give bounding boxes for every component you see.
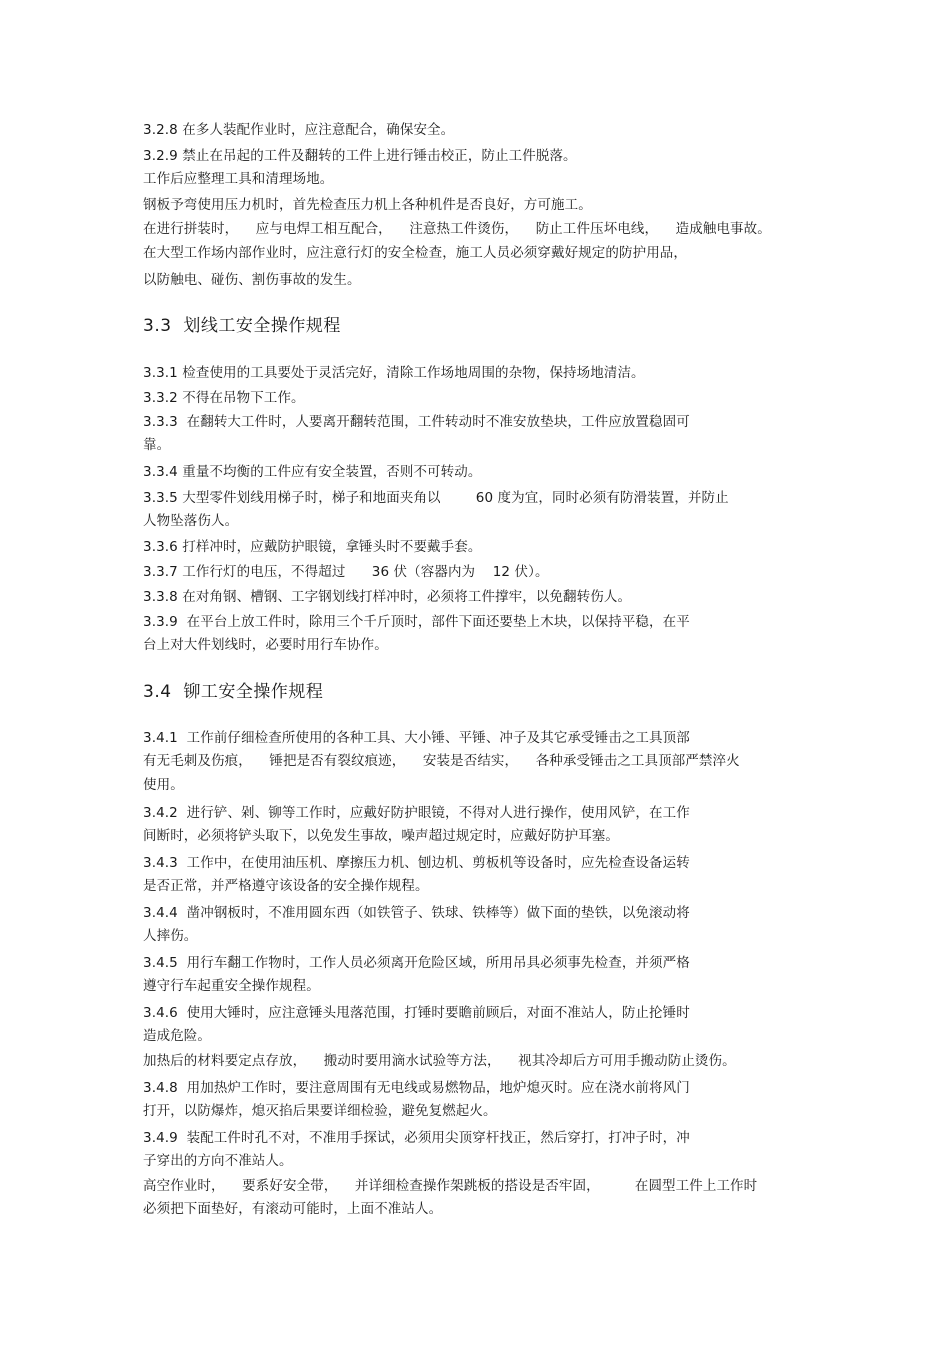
text-line: 3.3.1 检查使用的工具要处于灵活完好，清除工作场地周围的杂物，保持场地清洁。 bbox=[143, 365, 645, 381]
text-line: 3.4.9 装配工件时孔不对，不准用手探试，必须用尖顶穿杆找正，然后穿打，打冲子时，冲 bbox=[143, 1130, 690, 1146]
text-line: 必须把下面垫好，有滚动可能时，上面不准站人。 bbox=[143, 1201, 443, 1217]
text-line: 靠。 bbox=[143, 437, 171, 453]
text-line: 3.4.4 凿冲钢板时，不准用圆东西（如铁管子、铁球、铁棒等）做下面的垫铁，以免滚动将 bbox=[143, 905, 690, 921]
text-line: 3.3.7 工作行灯的电压，不得超过 36 伏（容器内为 12 伏）。 bbox=[143, 564, 549, 580]
text-line: 3.4.2 进行铲、剁、铆等工作时，应戴好防护眼镜，不得对人进行操作，使用风铲，在工作 bbox=[143, 805, 690, 821]
text-line: 有无毛刺及伤痕， 锤把是否有裂纹痕迹， 安装是否结实， 各种承受锤击之工具顶部严禁淬火 bbox=[143, 753, 740, 769]
text-line: 3.4.6 使用大锤时，应注意锤头甩落范围，打锤时要瞻前顾后，对面不准站人，防止抡锤时 bbox=[143, 1005, 690, 1021]
text-line: 人物坠落伤人。 bbox=[143, 513, 239, 529]
text-line: 3.4.1 工作前仔细检查所使用的各种工具、大小锤、平锤、冲子及其它承受锤击之工具顶部 bbox=[143, 730, 690, 746]
text-line: 造成危险。 bbox=[143, 1028, 211, 1044]
text-line: 3.4.3 工作中，在使用油压机、摩擦压力机、刨边机、剪板机等设备时，应先检查设备运转 bbox=[143, 855, 690, 871]
text-line: 3.4.8 用加热炉工作时，要注意周围有无电线或易燃物品，地炉熄灭时。应在浇水前将风门 bbox=[143, 1080, 690, 1096]
text-line: 3.3.8 在对角钢、槽钢、工字钢划线打样冲时，必须将工件撑牢，以免翻转伤人。 bbox=[143, 589, 632, 605]
text-line: 在大型工作场内部作业时，应注意行灯的安全检查，施工人员必须穿戴好规定的防护用品， bbox=[143, 245, 687, 261]
text-line: 3.3.2 不得在吊物下工作。 bbox=[143, 390, 305, 406]
text-line: 打开，以防爆炸，熄灭掐后果要详细检验，避免复燃起火。 bbox=[143, 1103, 497, 1119]
text-line: 3.4.5 用行车翻工作物时，工作人员必须离开危险区域，所用吊具必须事先检查，并须严格 bbox=[143, 955, 690, 971]
text-line: 工作后应整理工具和清理场地。 bbox=[143, 171, 334, 187]
text-line: 使用。 bbox=[143, 777, 184, 793]
text-line: 台上对大件划线时，必要时用行车协作。 bbox=[143, 637, 388, 653]
text-line: 3.3.3 在翻转大工件时，人要离开翻转范围，工件转动时不准安放垫块，工件应放置稳固可 bbox=[143, 414, 690, 430]
text-line: 遵守行车起重安全操作规程。 bbox=[143, 978, 320, 994]
text-line: 加热后的材料要定点存放， 搬动时要用滴水试验等方法， 视其冷却后方可用手搬动防止烫伤。 bbox=[143, 1053, 736, 1069]
text-line: 3.3.9 在平台上放工件时，除用三个千斤顶时，部件下面还要垫上木块，以保持平稳，在平 bbox=[143, 614, 690, 630]
text-line: 3.3.4 重量不均衡的工件应有安全装置，否则不可转动。 bbox=[143, 464, 482, 480]
text-line: 子穿出的方向不准站人。 bbox=[143, 1153, 293, 1169]
text-line: 在进行拼装时， 应与电焊工相互配合， 注意热工件烫伤， 防止工件压坏电线， 造成触电事故。 bbox=[143, 221, 771, 237]
section-heading-3-3: 3.3 划线工安全操作规程 bbox=[143, 316, 341, 336]
text-line: 是否正常，并严格遵守该设备的安全操作规程。 bbox=[143, 878, 429, 894]
section-heading-3-4: 3.4 铆工安全操作规程 bbox=[143, 682, 324, 702]
text-line: 3.3.6 打样冲时，应戴防护眼镜，拿锤头时不要戴手套。 bbox=[143, 539, 482, 555]
text-line: 间断时，必须将铲头取下，以免发生事故，噪声超过规定时，应戴好防护耳塞。 bbox=[143, 828, 619, 844]
text-line: 人摔伤。 bbox=[143, 928, 198, 944]
text-line: 3.3.5 大型零件划线用梯子时，梯子和地面夹角以 60 度为宜，同时必须有防滑装置，并防止 bbox=[143, 490, 729, 506]
text-line: 3.2.8 在多人装配作业时，应注意配合，确保安全。 bbox=[143, 122, 455, 138]
text-line: 3.2.9 禁止在吊起的工件及翻转的工件上进行锤击校正，防止工件脱落。 bbox=[143, 148, 577, 164]
text-line: 以防触电、碰伤、割伤事故的发生。 bbox=[143, 272, 361, 288]
text-line: 高空作业时， 要系好安全带， 并详细检查操作架跳板的搭设是否牢固， 在圆型工件上工作时 bbox=[143, 1178, 758, 1194]
text-line: 钢板予弯使用压力机时，首先检查压力机上各种机件是否良好，方可施工。 bbox=[143, 197, 592, 213]
